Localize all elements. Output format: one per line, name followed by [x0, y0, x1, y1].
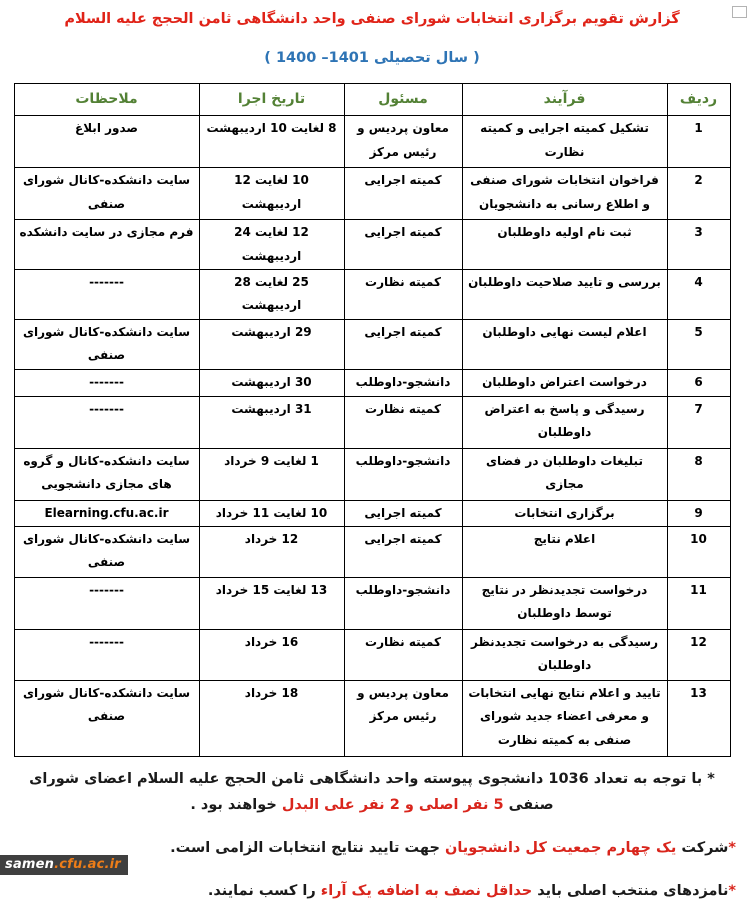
table-row — [14, 681, 730, 757]
table-row — [14, 270, 730, 320]
watermark-suffix: .cfu.ac.ir — [54, 857, 121, 872]
cell-row-no: 5 — [667, 319, 730, 369]
column-header-row-no: ردیف — [667, 84, 730, 116]
cell-responsible: معاون پردیس و رئیس مرکز — [344, 116, 462, 168]
cell-row-no: 11 — [667, 578, 730, 630]
cell-date: 13 لغایت 15 خرداد — [199, 578, 344, 630]
cell-process: درخواست اعتراض داوطلبان — [462, 369, 667, 396]
cell-process: اعلام نتایج — [462, 527, 667, 578]
footnote-1 — [8, 766, 736, 818]
footnote-red-text: * — [728, 883, 736, 900]
table-row — [14, 448, 730, 500]
cell-responsible: کمیته اجرایی — [344, 220, 462, 270]
table-row — [14, 220, 730, 270]
cell-row-no: 7 — [667, 396, 730, 448]
cell-notes: ------- — [14, 270, 199, 320]
table-row — [14, 319, 730, 369]
footnote-3 — [8, 878, 736, 904]
column-header-process: فرآیند — [462, 84, 667, 116]
table-row — [14, 168, 730, 220]
cell-process: رسیدگی و پاسخ به اعتراض داوطلبان — [462, 396, 667, 448]
footnote-text: را کسب نمایند. — [207, 883, 321, 900]
cell-notes: صدور ابلاغ — [14, 116, 199, 168]
cell-date: 18 خرداد — [199, 681, 344, 757]
cell-process: درخواست تجدیدنظر در نتایج توسط داوطلبان — [462, 578, 667, 630]
cell-responsible: دانشجو-داوطلب — [344, 448, 462, 500]
cell-notes: ------- — [14, 630, 199, 681]
footnotes-section — [8, 766, 736, 904]
footnote-red-text: یک چهارم جمعیت کل دانشجویان — [444, 840, 677, 857]
cell-notes: سایت دانشکده-کانال و گروه های مجازی دانشجویی — [14, 448, 199, 500]
cell-responsible: کمیته نظارت — [344, 270, 462, 320]
cell-row-no: 9 — [667, 500, 730, 526]
footnote-red-text: * — [728, 840, 736, 857]
cell-date: 31 اردیبهشت — [199, 396, 344, 448]
watermark-prefix: samen — [5, 857, 55, 872]
table-row — [14, 396, 730, 448]
cell-date: 1 لغایت 9 خرداد — [199, 448, 344, 500]
footnote-text: شرکت — [676, 840, 729, 857]
cell-date: 8 لغایت 10 اردیبهشت — [199, 116, 344, 168]
cell-responsible: کمیته نظارت — [344, 396, 462, 448]
cell-process: فراخوان انتخابات شورای صنفی و اطلاع رسانی به دانشجویان — [462, 168, 667, 220]
cell-process: تشکیل کمیته اجرایی و کمیته نظارت — [462, 116, 667, 168]
column-header-notes: ملاحظات — [14, 84, 199, 116]
footnote-text: * با توجه به تعداد 1036 دانشجوی پیوسته واحد دانشگاهی ثامن الحجج علیه السلام اعضای شورای صنفی — [29, 771, 715, 814]
cell-row-no: 3 — [667, 220, 730, 270]
cell-notes: سایت دانشکده-کانال شورای صنفی — [14, 527, 199, 578]
cell-responsible: معاون پردیس و رئیس مرکز — [344, 681, 462, 757]
cell-process: رسیدگی به درخواست تجدیدنظر داوطلبان — [462, 630, 667, 681]
academic-year-subtitle: ( سال تحصیلی 1401– 1400 ) — [264, 50, 480, 67]
cell-date: 25 لغایت 28 اردیبهشت — [199, 270, 344, 320]
cell-row-no: 2 — [667, 168, 730, 220]
table-row — [14, 116, 730, 168]
cell-date: 12 خرداد — [199, 527, 344, 578]
cell-notes: Elearning.cfu.ac.ir — [14, 500, 199, 526]
cell-process: برگزاری انتخابات — [462, 500, 667, 526]
cell-responsible: کمیته نظارت — [344, 630, 462, 681]
table-row — [14, 578, 730, 630]
column-header-date: تاریخ اجرا — [199, 84, 344, 116]
cell-notes: سایت دانشکده-کانال شورای صنفی — [14, 319, 199, 369]
cell-row-no: 8 — [667, 448, 730, 500]
cell-date: 12 لغایت 24 اردیبهشت — [199, 220, 344, 270]
cell-responsible: کمیته اجرایی — [344, 319, 462, 369]
cell-row-no: 1 — [667, 116, 730, 168]
cell-process: ثبت نام اولیه داوطلبان — [462, 220, 667, 270]
cell-responsible: دانشجو-داوطلب — [344, 369, 462, 396]
cell-row-no: 10 — [667, 527, 730, 578]
cell-date: 29 اردیبهشت — [199, 319, 344, 369]
cell-notes: فرم مجازی در سایت دانشکده — [14, 220, 199, 270]
cell-notes: ------- — [14, 369, 199, 396]
cell-process: تایید و اعلام نتایج نهایی انتخابات و معرفی اعضاء جدید شورای صنفی به کمیته نظارت — [462, 681, 667, 757]
cell-date: 10 لغایت 12 اردیبهشت — [199, 168, 344, 220]
cell-row-no: 4 — [667, 270, 730, 320]
table-row — [14, 500, 730, 526]
page-title: گزارش تقویم برگزاری انتخابات شورای صنفی واحد دانشگاهی ثامن الحجج علیه السلام — [64, 11, 680, 27]
cell-responsible: کمیته اجرایی — [344, 168, 462, 220]
cell-process: تبلیغات داوطلبان در فضای مجازی — [462, 448, 667, 500]
cell-date: 10 لغایت 11 خرداد — [199, 500, 344, 526]
cell-row-no: 6 — [667, 369, 730, 396]
table-header-row — [14, 84, 730, 116]
cell-process: بررسی و تایید صلاحیت داوطلبان — [462, 270, 667, 320]
cell-date: 30 اردیبهشت — [199, 369, 344, 396]
cell-notes: ------- — [14, 396, 199, 448]
footnote-red-text: 5 نفر اصلی و 2 نفر علی البدل — [281, 797, 504, 814]
column-header-responsible: مسئول — [344, 84, 462, 116]
table-row — [14, 630, 730, 681]
election-schedule-table — [14, 83, 731, 757]
table-row — [14, 369, 730, 396]
watermark-samen-cfu — [0, 855, 128, 875]
cell-responsible: دانشجو-داوطلب — [344, 578, 462, 630]
footnote-text: خواهند بود . — [190, 797, 282, 814]
cell-responsible: کمیته اجرایی — [344, 527, 462, 578]
cell-notes: سایت دانشکده-کانال شورای صنفی — [14, 681, 199, 757]
table-body — [14, 116, 730, 757]
document-page — [0, 9, 744, 900]
cell-process: اعلام لیست نهایی داوطلبان — [462, 319, 667, 369]
footnote-text: جهت تایید نتایج انتخابات الزامی است. — [170, 840, 445, 857]
cell-row-no: 13 — [667, 681, 730, 757]
cell-responsible: کمیته اجرایی — [344, 500, 462, 526]
cell-notes: ------- — [14, 578, 199, 630]
table-row — [14, 527, 730, 578]
cell-date: 16 خرداد — [199, 630, 344, 681]
cell-notes: سایت دانشکده-کانال شورای صنفی — [14, 168, 199, 220]
corner-box-artifact — [732, 6, 747, 18]
cell-row-no: 12 — [667, 630, 730, 681]
footnote-text: نامزدهای منتخب اصلی باید — [532, 883, 729, 900]
footnote-red-text: حداقل نصف به اضافه یک آراء — [320, 883, 533, 900]
